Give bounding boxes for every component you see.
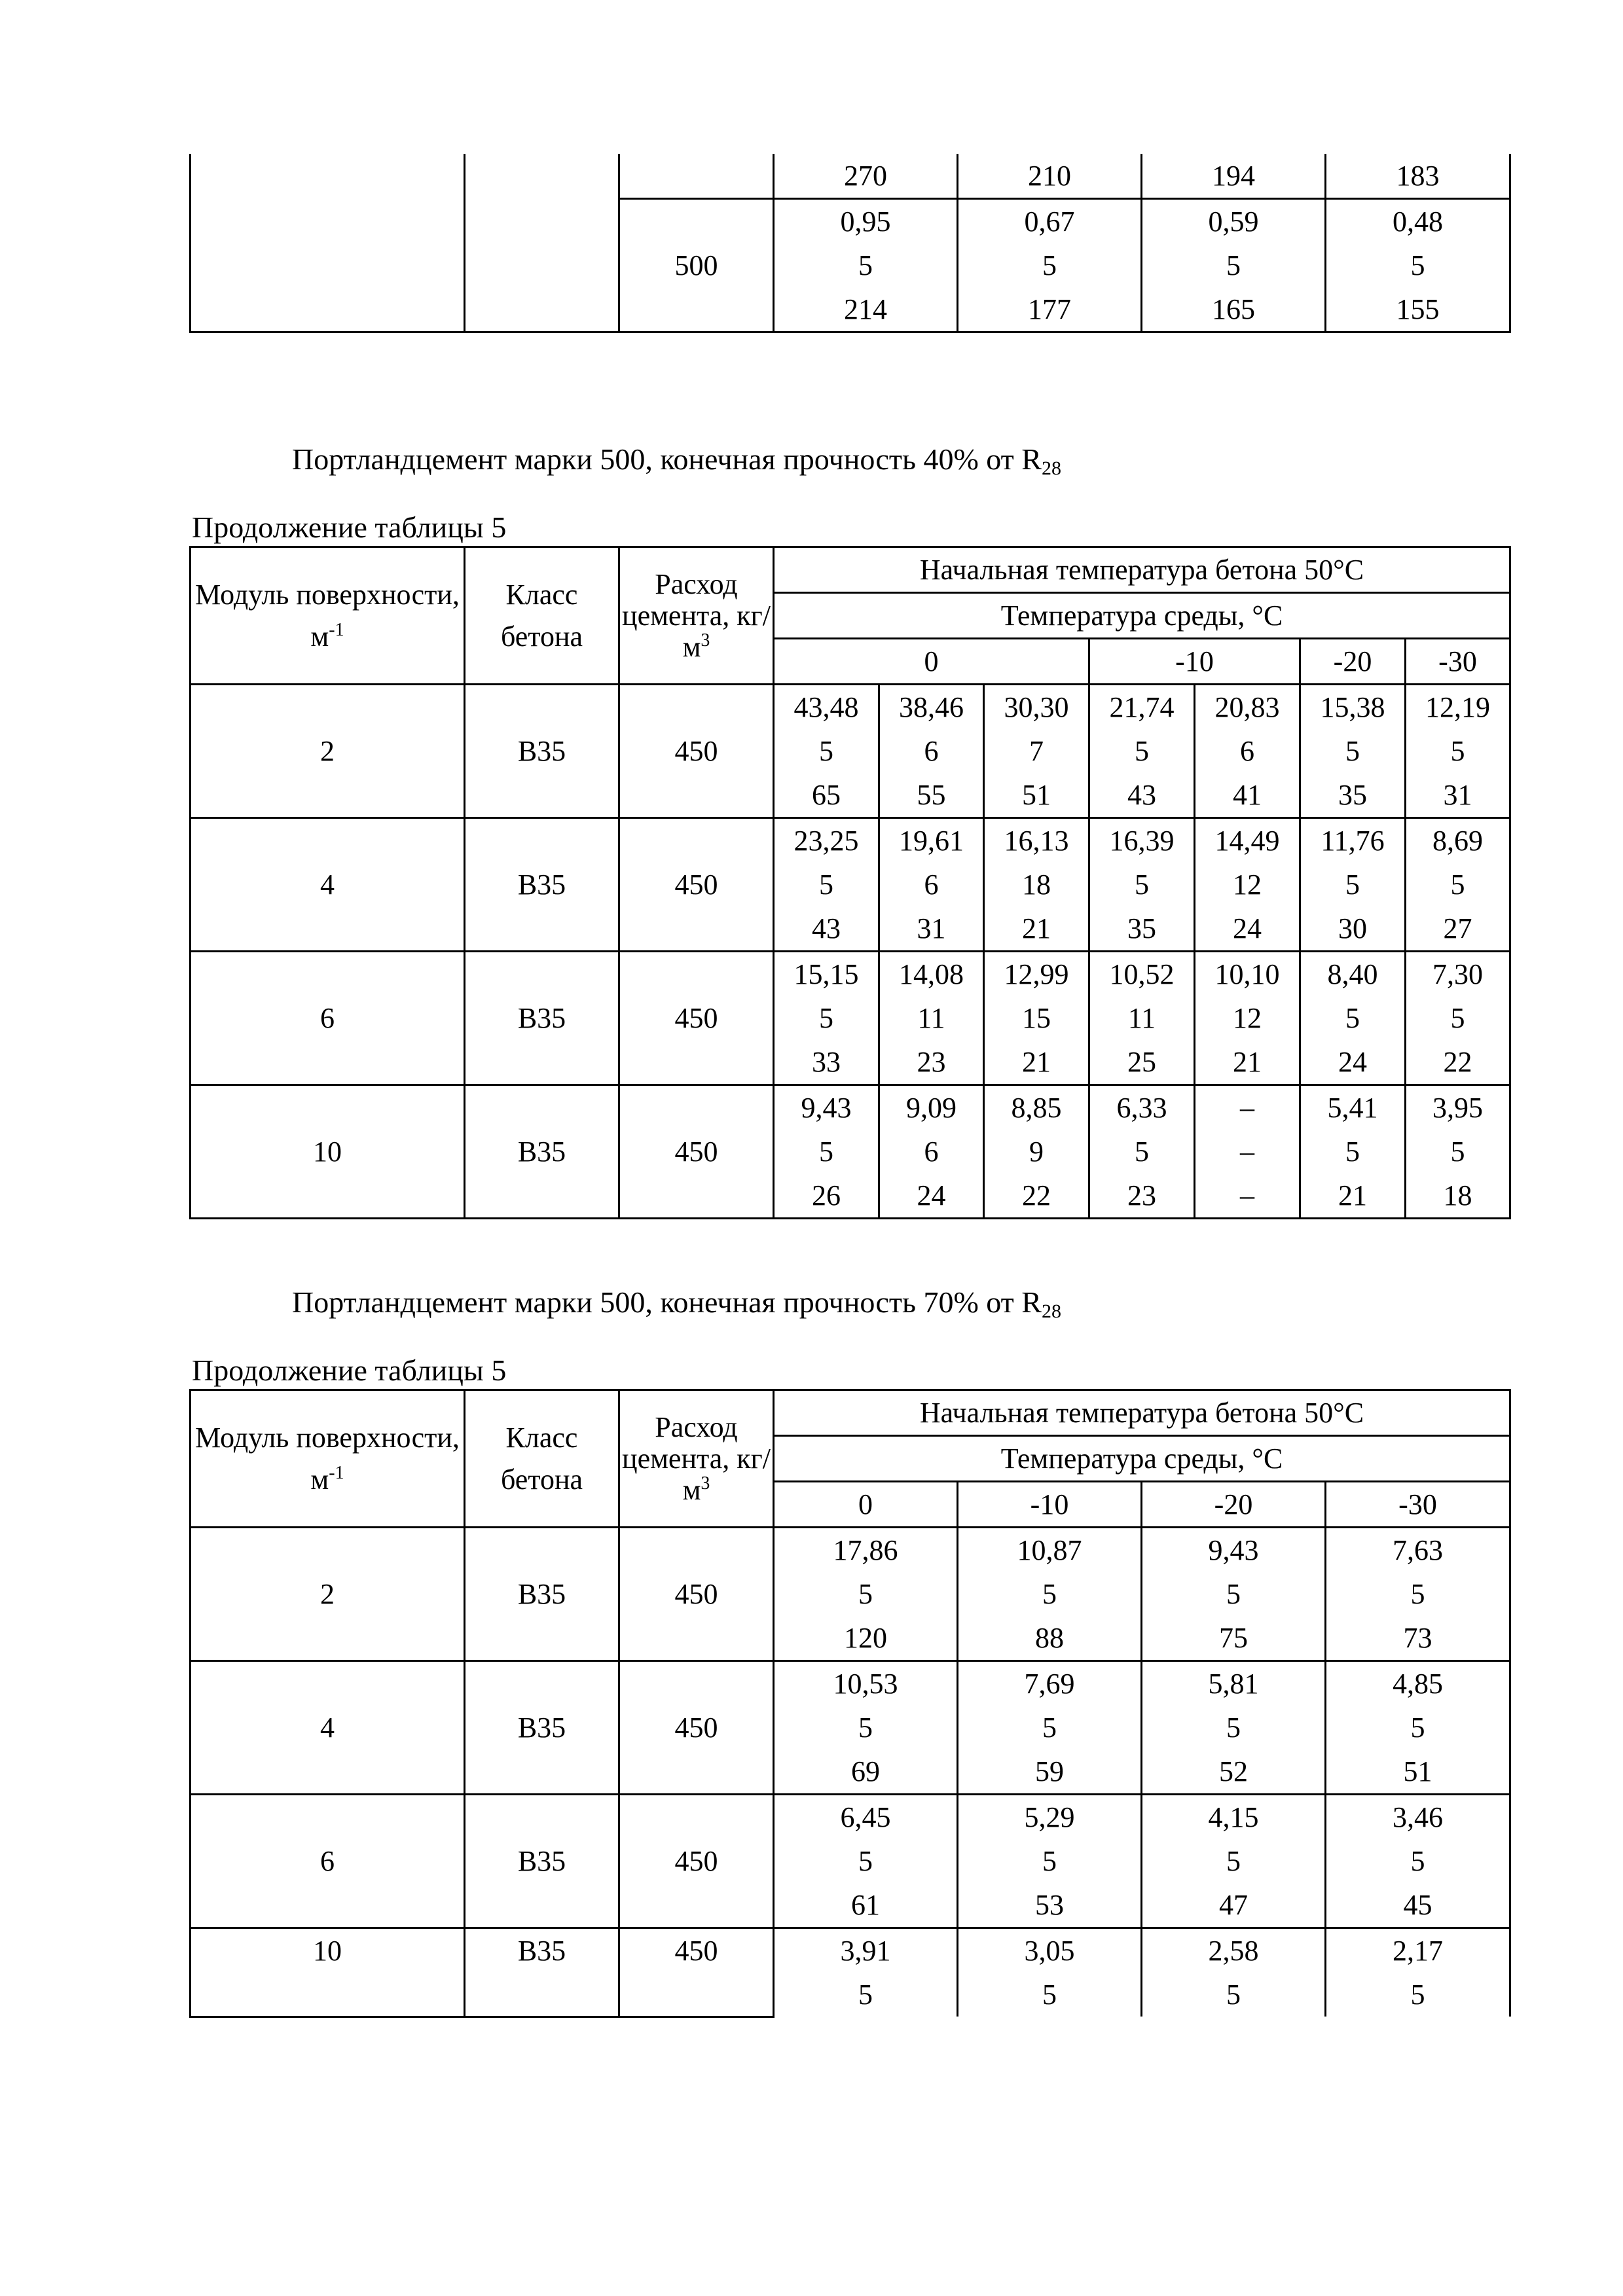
value-line: 5 xyxy=(1135,1136,1149,1168)
value-line: 5 xyxy=(1410,1979,1425,2011)
value-cell xyxy=(879,1085,984,1219)
table-row xyxy=(191,952,1510,1085)
value-line: 5 xyxy=(1345,869,1360,901)
value-cell xyxy=(774,199,958,332)
value-line: 5 xyxy=(1226,249,1241,281)
value-line: 8,85 xyxy=(1011,1092,1062,1124)
header-ambient-temp: Температура среды, °С xyxy=(774,1436,1510,1482)
value-line: 7,63 xyxy=(1393,1534,1443,1566)
value-line: 5 xyxy=(858,1845,873,1877)
value-line: 25 xyxy=(1127,1046,1156,1078)
value-cell xyxy=(984,952,1089,1085)
cement-cell: 500 xyxy=(619,199,774,332)
value-line: 65 xyxy=(812,779,841,811)
value-cell: 183 xyxy=(1326,154,1510,199)
table-40 xyxy=(189,546,1511,1219)
value-line: 19,61 xyxy=(899,825,964,857)
value-line: 20,83 xyxy=(1214,691,1280,723)
header-row xyxy=(191,1390,1510,1436)
value-line: 5 xyxy=(1345,735,1360,767)
value-cell xyxy=(774,818,879,952)
header-cement xyxy=(619,1390,774,1528)
header-cement-text: Расход цемента, кг/м xyxy=(622,1410,771,1506)
value-line: 10,52 xyxy=(1109,958,1175,990)
value-cell xyxy=(958,1528,1142,1661)
cement-cell: 450 xyxy=(619,1528,774,1661)
header-temp: -10 xyxy=(958,1482,1142,1528)
value-line: 12 xyxy=(1233,1002,1262,1034)
class-cell xyxy=(465,154,619,332)
value-line: 31 xyxy=(917,912,946,944)
value-cell xyxy=(774,952,879,1085)
value-line: 9,43 xyxy=(1208,1534,1259,1566)
value-line: 5 xyxy=(819,735,833,767)
value-line: 69 xyxy=(851,1755,880,1787)
value-line: 0,59 xyxy=(1208,206,1259,238)
value-cell xyxy=(1300,1085,1406,1219)
value-line: 10,87 xyxy=(1017,1534,1082,1566)
value-line: 21 xyxy=(1022,1046,1051,1078)
value-cell xyxy=(984,1085,1089,1219)
value-line: 214 xyxy=(844,293,887,325)
value-cell xyxy=(1195,685,1300,818)
value-line: 5,29 xyxy=(1024,1801,1075,1833)
value-line: 3,05 xyxy=(1024,1935,1075,1967)
value-line: 17,86 xyxy=(833,1534,898,1566)
module-cell: 6 xyxy=(191,1795,465,1928)
value-cell xyxy=(1089,952,1195,1085)
value-line: 33 xyxy=(812,1046,841,1078)
value-line: 5 xyxy=(1226,1979,1241,2011)
value-cell xyxy=(774,1661,958,1795)
header-cement-sup: 3 xyxy=(701,1473,710,1494)
value-line: 59 xyxy=(1035,1755,1064,1787)
value-cell xyxy=(1195,1085,1300,1219)
value-line: 7,30 xyxy=(1432,958,1483,990)
value-line: 5 xyxy=(1135,735,1149,767)
value-line: 12,99 xyxy=(1004,958,1069,990)
value-line: 5 xyxy=(1345,1002,1360,1034)
value-line: 30 xyxy=(1338,912,1367,944)
value-line: 5 xyxy=(858,1578,873,1610)
table-70 xyxy=(189,1389,1511,2018)
cement-cell: 450 xyxy=(619,1661,774,1795)
value-line: 2,58 xyxy=(1208,1935,1259,1967)
value-cell xyxy=(958,1928,1142,2017)
value-line: 5 xyxy=(1135,869,1149,901)
header-row xyxy=(191,547,1510,593)
value-cell xyxy=(879,685,984,818)
module-cell: 10 xyxy=(191,1928,465,2017)
value-line: 61 xyxy=(851,1889,880,1921)
value-cell xyxy=(1089,685,1195,818)
value-line: 177 xyxy=(1028,293,1071,325)
module-cell: 4 xyxy=(191,1661,465,1795)
value-line: 53 xyxy=(1035,1889,1064,1921)
value-line: 12 xyxy=(1233,869,1262,901)
value-line: 5 xyxy=(1450,1002,1465,1034)
module-cell: 10 xyxy=(191,1085,465,1219)
value-cell xyxy=(1300,818,1406,952)
header-temp: -20 xyxy=(1300,639,1406,685)
section-heading-40 xyxy=(292,440,1061,488)
cement-cell: 450 xyxy=(619,818,774,952)
value-line: 5 xyxy=(819,869,833,901)
value-cell xyxy=(1326,1928,1510,2017)
value-line: 4,15 xyxy=(1208,1801,1259,1833)
header-module-sup: -1 xyxy=(329,1462,344,1483)
value-line: 10,10 xyxy=(1214,958,1280,990)
value-line: 24 xyxy=(917,1179,946,1211)
value-line: 16,13 xyxy=(1004,825,1069,857)
module-cell: 2 xyxy=(191,685,465,818)
value-cell xyxy=(774,1795,958,1928)
section-heading-70 xyxy=(292,1283,1061,1331)
value-cell xyxy=(774,685,879,818)
value-line: 5 xyxy=(1450,869,1465,901)
cement-cell: 450 xyxy=(619,1795,774,1928)
value-line: 9,09 xyxy=(906,1092,957,1124)
class-cell: В35 xyxy=(465,818,619,952)
value-line: 9,43 xyxy=(801,1092,852,1124)
class-cell: В35 xyxy=(465,1928,619,2017)
header-initial-temp: Начальная температура бетона 50°С xyxy=(774,547,1510,593)
value-line: 4,85 xyxy=(1393,1668,1443,1700)
header-class: Класс бетона xyxy=(465,547,619,685)
value-cell xyxy=(958,1795,1142,1928)
value-line: 0,95 xyxy=(840,206,891,238)
value-line: 51 xyxy=(1022,779,1051,811)
value-line: 5 xyxy=(1450,1136,1465,1168)
value-line: 5 xyxy=(1042,1845,1057,1877)
class-cell: В35 xyxy=(465,685,619,818)
value-line: 0,48 xyxy=(1393,206,1443,238)
value-line: 5 xyxy=(1410,1578,1425,1610)
value-cell xyxy=(1300,952,1406,1085)
value-cell: 210 xyxy=(958,154,1142,199)
value-line: 41 xyxy=(1233,779,1262,811)
value-line: 6 xyxy=(1240,735,1254,767)
table-row xyxy=(191,1085,1510,1219)
value-line: 15,15 xyxy=(793,958,859,990)
value-cell xyxy=(958,1661,1142,1795)
value-line: 5 xyxy=(1410,1845,1425,1877)
value-line: – xyxy=(1240,1179,1254,1211)
value-line: 11 xyxy=(1127,1002,1156,1034)
value-line: 9 xyxy=(1029,1136,1044,1168)
value-line: 11,76 xyxy=(1321,825,1385,857)
header-module xyxy=(191,1390,465,1528)
value-cell xyxy=(879,818,984,952)
value-line: 14,49 xyxy=(1214,825,1280,857)
value-cell xyxy=(1142,1928,1326,2017)
value-line: 5 xyxy=(858,1712,873,1744)
value-cell xyxy=(1406,818,1510,952)
value-line: 35 xyxy=(1127,912,1156,944)
header-temp: 0 xyxy=(774,1482,958,1528)
module-cell: 6 xyxy=(191,952,465,1085)
value-line: 43,48 xyxy=(793,691,859,723)
value-line: 155 xyxy=(1396,293,1440,325)
value-line: 43 xyxy=(812,912,841,944)
value-line: 5 xyxy=(1042,1578,1057,1610)
heading-text: Портландцемент марки 500, конечная прочность 70% от R xyxy=(292,1285,1042,1319)
value-line: 6 xyxy=(924,1136,939,1168)
value-line: 27 xyxy=(1443,912,1472,944)
value-line: 120 xyxy=(844,1622,887,1654)
value-cell: 270 xyxy=(774,154,958,199)
value-cell xyxy=(1300,685,1406,818)
value-line: 11 xyxy=(917,1002,945,1034)
value-line: 30,30 xyxy=(1004,691,1069,723)
class-cell: В35 xyxy=(465,1661,619,1795)
class-cell: В35 xyxy=(465,1528,619,1661)
table-row xyxy=(191,685,1510,818)
value-line: 21 xyxy=(1338,1179,1367,1211)
value-line: 5 xyxy=(1226,1712,1241,1744)
value-line: 35 xyxy=(1338,779,1367,811)
value-cell xyxy=(1089,1085,1195,1219)
table-70-body xyxy=(191,1390,1510,2017)
cement-cell: 450 xyxy=(619,1085,774,1219)
table-top-body xyxy=(191,154,1510,332)
class-cell: В35 xyxy=(465,1085,619,1219)
header-ambient-temp: Температура среды, °С xyxy=(774,593,1510,639)
value-line: 6,33 xyxy=(1116,1092,1167,1124)
value-line: – xyxy=(1240,1092,1254,1124)
value-cell xyxy=(774,1085,879,1219)
value-line: 5,81 xyxy=(1208,1668,1259,1700)
value-cell xyxy=(1406,685,1510,818)
value-line: 51 xyxy=(1403,1755,1432,1787)
cement-cell: 450 xyxy=(619,1928,774,2017)
cement-cell xyxy=(619,154,774,199)
value-line: 5 xyxy=(1450,735,1465,767)
value-line: 18 xyxy=(1022,869,1051,901)
value-line: 55 xyxy=(917,779,946,811)
value-line: 14,08 xyxy=(899,958,964,990)
value-cell xyxy=(774,1528,958,1661)
value-line: 8,69 xyxy=(1432,825,1483,857)
value-line: 88 xyxy=(1035,1622,1064,1654)
value-line: 21,74 xyxy=(1109,691,1175,723)
header-cement xyxy=(619,547,774,685)
value-line: 5 xyxy=(858,1979,873,2011)
header-temp: -30 xyxy=(1326,1482,1510,1528)
module-cell: 2 xyxy=(191,1528,465,1661)
value-cell: 194 xyxy=(1142,154,1326,199)
header-cement-sup: 3 xyxy=(701,630,710,651)
value-line: 47 xyxy=(1219,1889,1248,1921)
value-cell xyxy=(984,818,1089,952)
table-row xyxy=(191,818,1510,952)
value-line: 5 xyxy=(1410,249,1425,281)
header-module-text: Модуль поверхности, м xyxy=(195,578,460,653)
value-cell xyxy=(774,1928,958,2017)
value-cell xyxy=(1406,1085,1510,1219)
value-line: 5 xyxy=(1042,1712,1057,1744)
module-cell xyxy=(191,154,465,332)
value-cell xyxy=(958,199,1142,332)
header-initial-temp: Начальная температура бетона 50°С xyxy=(774,1390,1510,1436)
cement-cell: 450 xyxy=(619,685,774,818)
value-line: 12,19 xyxy=(1425,691,1490,723)
value-line: 3,91 xyxy=(840,1935,891,1967)
value-line: 43 xyxy=(1127,779,1156,811)
value-line: 23 xyxy=(917,1046,946,1078)
value-line: 165 xyxy=(1212,293,1255,325)
value-line: 52 xyxy=(1219,1755,1248,1787)
table-continuation-label: Продолжение таблицы 5 xyxy=(192,511,507,544)
value-line: 6 xyxy=(924,869,939,901)
value-line: 5 xyxy=(1042,249,1057,281)
value-line: 24 xyxy=(1338,1046,1367,1078)
header-module xyxy=(191,547,465,685)
cement-cell: 450 xyxy=(619,952,774,1085)
table-top xyxy=(189,154,1511,333)
value-line: 5 xyxy=(858,249,873,281)
value-line: 0,67 xyxy=(1024,206,1075,238)
value-line: 22 xyxy=(1443,1046,1472,1078)
table-40-body xyxy=(191,547,1510,1219)
value-line: 7,69 xyxy=(1024,1668,1075,1700)
value-line: 15 xyxy=(1022,1002,1051,1034)
value-line: 5,41 xyxy=(1327,1092,1378,1124)
class-cell: В35 xyxy=(465,1795,619,1928)
value-line: 22 xyxy=(1022,1179,1051,1211)
header-cement-text: Расход цемента, кг/м xyxy=(622,567,771,663)
value-cell xyxy=(1142,1795,1326,1928)
value-cell xyxy=(1195,952,1300,1085)
value-cell xyxy=(1326,1795,1510,1928)
value-line: 16,39 xyxy=(1109,825,1175,857)
value-line: 5 xyxy=(1345,1136,1360,1168)
value-line: 5 xyxy=(819,1136,833,1168)
value-line: 7 xyxy=(1029,735,1044,767)
table-row xyxy=(191,1661,1510,1795)
table-row xyxy=(191,1795,1510,1928)
header-class: Класс бетона xyxy=(465,1390,619,1528)
value-cell xyxy=(1089,818,1195,952)
header-temp: -10 xyxy=(1089,639,1300,685)
value-line: 21 xyxy=(1022,912,1051,944)
value-line: 31 xyxy=(1443,779,1472,811)
value-line: 38,46 xyxy=(899,691,964,723)
value-cell xyxy=(1142,199,1326,332)
value-cell xyxy=(1142,1528,1326,1661)
value-line: 15,38 xyxy=(1320,691,1385,723)
header-module-text: Модуль поверхности, м xyxy=(195,1421,460,1496)
value-cell xyxy=(1326,1661,1510,1795)
value-cell xyxy=(1326,1528,1510,1661)
value-line: 5 xyxy=(1226,1845,1241,1877)
heading-subscript: 28 xyxy=(1041,1300,1061,1322)
value-line: 6 xyxy=(924,735,939,767)
header-temp: -30 xyxy=(1406,639,1510,685)
heading-subscript: 28 xyxy=(1041,457,1061,479)
value-line: 45 xyxy=(1403,1889,1432,1921)
value-line: 2,17 xyxy=(1393,1935,1443,1967)
value-line: 73 xyxy=(1403,1622,1432,1654)
value-cell xyxy=(984,685,1089,818)
value-line: 21 xyxy=(1233,1046,1262,1078)
header-temp: -20 xyxy=(1142,1482,1326,1528)
value-cell xyxy=(1326,199,1510,332)
value-line: 5 xyxy=(1042,1979,1057,2011)
value-line: 18 xyxy=(1443,1179,1472,1211)
value-cell xyxy=(1195,818,1300,952)
value-line: 3,46 xyxy=(1393,1801,1443,1833)
heading-text: Портландцемент марки 500, конечная прочность 40% от R xyxy=(292,442,1042,476)
value-line: 8,40 xyxy=(1327,958,1378,990)
header-temp: 0 xyxy=(774,639,1089,685)
value-line: 10,53 xyxy=(833,1668,898,1700)
value-cell xyxy=(879,952,984,1085)
table-row xyxy=(191,154,1510,199)
value-cell xyxy=(1142,1661,1326,1795)
header-module-sup: -1 xyxy=(329,619,344,640)
value-line: 26 xyxy=(812,1179,841,1211)
value-line: 5 xyxy=(1226,1578,1241,1610)
value-line: 23,25 xyxy=(793,825,859,857)
value-line: 75 xyxy=(1219,1622,1248,1654)
value-line: 5 xyxy=(819,1002,833,1034)
value-line: 5 xyxy=(1410,1712,1425,1744)
table-row xyxy=(191,1928,1510,2017)
value-line: 24 xyxy=(1233,912,1262,944)
table-continuation-label: Продолжение таблицы 5 xyxy=(192,1354,507,1387)
value-line: – xyxy=(1240,1136,1254,1168)
module-cell: 4 xyxy=(191,818,465,952)
value-line: 6,45 xyxy=(840,1801,891,1833)
table-row xyxy=(191,1528,1510,1661)
value-cell xyxy=(1406,952,1510,1085)
value-line: 3,95 xyxy=(1432,1092,1483,1124)
value-line: 23 xyxy=(1127,1179,1156,1211)
class-cell: В35 xyxy=(465,952,619,1085)
